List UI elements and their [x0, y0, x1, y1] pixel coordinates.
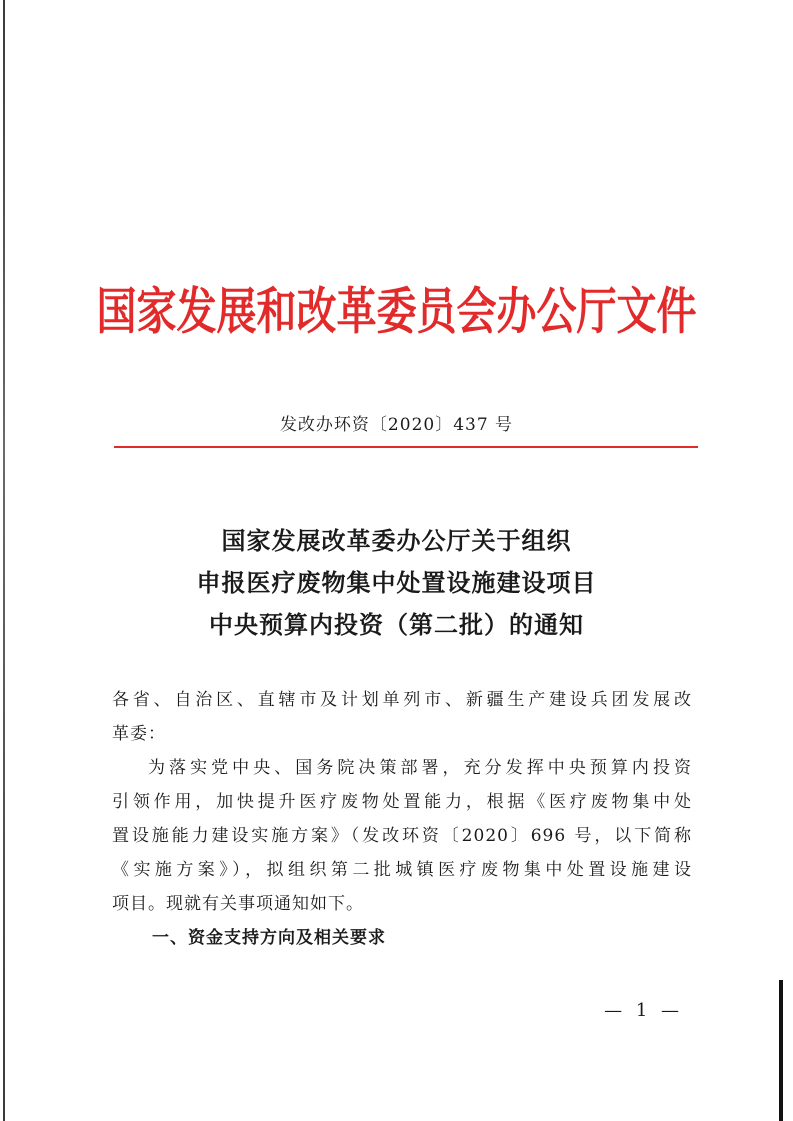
title-line-1: 国家发展改革委办公厅关于组织 [221, 526, 572, 555]
paragraph-line-1: 为落实党中央、国务院决策部署，充分发挥中央预算内投资 [148, 758, 692, 778]
page-number: — 1 — [604, 1000, 683, 1021]
document-banner: 国家发展和改革委员会办公厅文件 [96, 282, 697, 341]
scan-edge-right [779, 980, 783, 1121]
paragraph-line-5: 项目。现就有关事项通知如下。 [112, 894, 364, 914]
paragraph-line-3: 置设施能力建设实施方案》（发改环资〔2020〕696 号，以下简称 [112, 826, 692, 846]
paragraph-line-2: 引领作用，加快提升医疗废物处置能力，根据《医疗废物集中处 [112, 792, 692, 812]
title-line-3: 中央预算内投资（第二批）的通知 [209, 610, 584, 639]
title-line-2: 申报医疗废物集中处置设施建设项目 [196, 568, 597, 597]
red-divider-rule [114, 446, 698, 448]
document-title [0, 520, 793, 646]
addressee-line-1: 各省、自治区、直辖市及计划单列市、新疆生产建设兵团发展改 [112, 690, 692, 710]
document-body [112, 683, 692, 955]
paragraph-line-4: 《实施方案》），拟组织第二批城镇医疗废物集中处置设施建设 [112, 860, 692, 880]
section-heading: 一、资金支持方向及相关要求 [152, 928, 386, 948]
addressee-line-2: 革委： [112, 724, 166, 744]
document-number: 发改办环资〔2020〕437 号 [279, 415, 514, 435]
